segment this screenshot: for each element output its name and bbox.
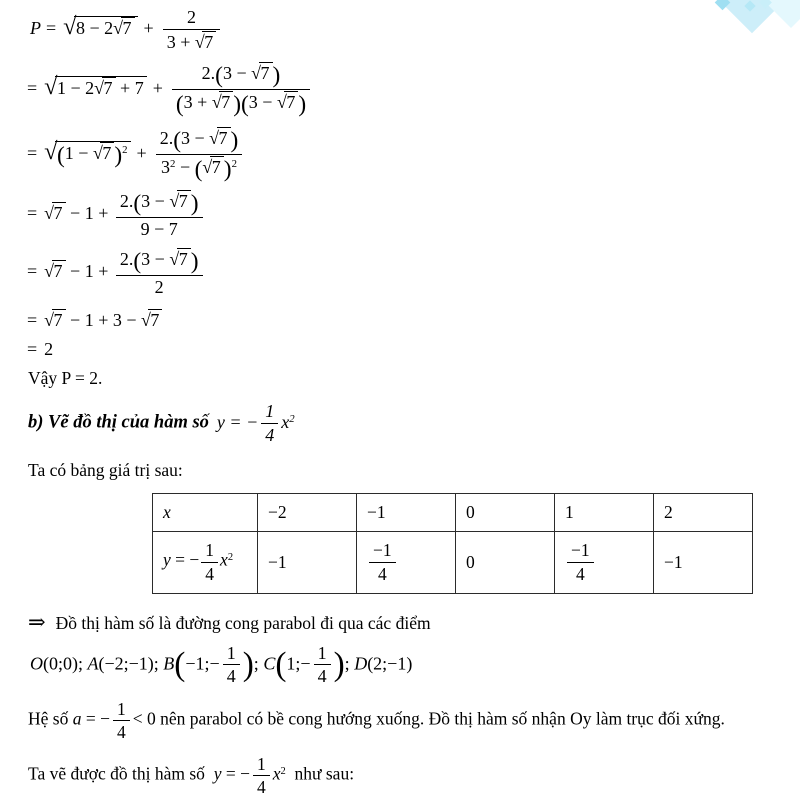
sqrt-sign: √: [211, 92, 221, 113]
math-token: 3 +: [183, 92, 212, 113]
fraction-numerator: 1: [317, 642, 327, 663]
radicand: 7: [202, 31, 216, 53]
radicand: 7: [177, 190, 191, 212]
radicand: [55, 76, 147, 99]
implies-arrow-icon: ⇒: [28, 609, 46, 634]
right-paren: ): [242, 645, 254, 683]
math-token: ;: [344, 652, 355, 673]
math-var-y: y: [216, 411, 225, 432]
fraction: [116, 190, 203, 240]
fraction-denominator: 4: [314, 664, 331, 687]
math-var-A: A: [87, 652, 99, 673]
right-paren: ): [272, 62, 281, 89]
fraction: [201, 540, 218, 583]
fraction-denominator: [163, 29, 221, 53]
sqrt-sign: √: [44, 137, 57, 165]
sqrt-sign: √: [63, 12, 76, 40]
table-cell-y-label: [153, 531, 258, 593]
equation-line-4: [22, 190, 800, 240]
math-var-x: x: [163, 501, 171, 522]
math-token: (0;0);: [43, 652, 88, 673]
fraction-numerator: 1: [256, 754, 266, 775]
fraction-denominator: 4: [223, 664, 240, 687]
left-paren: (: [275, 645, 287, 683]
radicand: [74, 16, 138, 39]
math-token: 3 −: [141, 248, 170, 269]
table-intro-text: Ta có bảng giá trị sau:: [28, 459, 183, 480]
math-var-y: y: [213, 763, 222, 784]
radicand: 7: [284, 91, 298, 113]
sqrt-radical: [202, 157, 223, 177]
math-token: 1 − 2: [57, 77, 95, 98]
equals-sign: =: [27, 142, 38, 163]
sqrt-sign: √: [94, 77, 104, 98]
math-token: −: [175, 157, 195, 178]
math-token: (2;−1): [367, 652, 413, 673]
plus-sign: +: [136, 142, 147, 163]
equals-sign: =: [225, 763, 236, 784]
math-token: ;: [253, 652, 264, 673]
sqrt-sign: √: [251, 63, 261, 84]
fraction-denominator: [156, 154, 243, 182]
fraction-numerator: [116, 190, 203, 217]
radicand: 7: [259, 62, 273, 84]
parabola-statement: [28, 610, 800, 635]
fraction-denominator: 4: [369, 562, 396, 584]
sqrt-sign: √: [202, 157, 212, 178]
fraction-numerator: [116, 248, 203, 275]
right-paren: ): [298, 91, 307, 118]
math-var-x: x: [281, 411, 290, 432]
fraction-denominator: 2: [116, 275, 203, 298]
superscript: 2: [231, 158, 237, 171]
table-row-y: [153, 531, 753, 593]
sqrt-radical: [94, 78, 115, 98]
points-line: [30, 643, 800, 687]
left-paren: (: [133, 190, 142, 217]
sqrt-sign: √: [169, 248, 179, 269]
heading-label: b) Vẽ đồ thị của hàm số: [28, 412, 209, 433]
sqrt-radical: [44, 137, 130, 169]
math-var-D: D: [354, 652, 368, 673]
left-paren: (: [215, 62, 223, 89]
text-run: Hệ số: [28, 708, 69, 729]
math-token: − 1 +: [65, 202, 113, 223]
sqrt-radical: [169, 249, 190, 269]
fraction: [113, 699, 130, 742]
fraction-denominator: 4: [567, 562, 594, 584]
radicand: 7: [102, 77, 116, 99]
sqrt-sign: √: [44, 260, 54, 281]
fraction-denominator: 9 − 7: [116, 217, 203, 240]
radicand: 7: [100, 142, 114, 164]
equation-line-5: [22, 248, 800, 298]
right-paren: ): [233, 91, 241, 118]
sqrt-sign: √: [276, 92, 286, 113]
radicand: 7: [210, 156, 224, 178]
fraction-numerator: 1: [116, 698, 126, 719]
equation-line-7: [22, 339, 800, 360]
part-b-heading: [28, 401, 800, 445]
sqrt-radical: [44, 72, 147, 100]
equals-sign: =: [27, 339, 38, 360]
fraction-numerator: 1: [265, 401, 275, 422]
math-token: 3 −: [181, 128, 210, 149]
table-cell: −2: [258, 493, 357, 531]
math-token: 3 −: [222, 63, 252, 84]
equals-sign: =: [27, 202, 38, 223]
sqrt-radical: [93, 143, 114, 163]
math-var-O: O: [30, 652, 43, 673]
radicand: 7: [121, 17, 135, 39]
statement-text: Đồ thị hàm số là đường cong parabol đi qua các điểm: [55, 612, 431, 633]
right-paren: ): [333, 645, 345, 683]
left-paren: (: [133, 248, 142, 275]
sqrt-radical: [277, 92, 298, 112]
sqrt-sign: √: [44, 310, 54, 331]
radicand: 7: [217, 127, 231, 149]
sqrt-sign: √: [169, 191, 179, 211]
equation-line-6: [22, 309, 800, 331]
left-paren: (: [241, 91, 249, 118]
table-cell: [357, 531, 456, 593]
equals-sign: =: [27, 260, 38, 281]
equals-sign: =: [175, 550, 186, 571]
math-token: 8 − 2: [76, 17, 114, 38]
sqrt-sign: √: [44, 72, 57, 100]
radicand: [55, 141, 131, 168]
table-cell: −1: [654, 531, 753, 593]
fraction-numerator: 1: [226, 642, 236, 663]
superscript: 2: [289, 412, 295, 425]
plus-sign: +: [152, 77, 163, 98]
heading-math: [216, 401, 295, 445]
table-cell: 0: [456, 493, 555, 531]
equals-sign: =: [27, 77, 38, 98]
math-token: − 1 +: [65, 260, 113, 281]
minus-sign: −: [100, 708, 110, 729]
equals-sign: =: [46, 17, 57, 38]
math-var-a: a: [72, 708, 82, 729]
sqrt-sign: √: [194, 31, 204, 52]
math-var-y: y: [163, 550, 171, 571]
sqrt-radical: [113, 18, 134, 38]
coefficient-line: [28, 699, 800, 742]
fraction-numerator: [172, 62, 310, 89]
math-token: 2.: [201, 63, 216, 84]
math-token: 2.: [159, 128, 174, 149]
left-paren: (: [175, 91, 184, 118]
equation-line-3: [22, 127, 800, 182]
fraction-numerator: −1: [571, 540, 590, 561]
fraction: [567, 540, 594, 583]
value-table: [152, 493, 753, 594]
sqrt-sign: √: [141, 310, 150, 331]
fraction-denominator: 4: [113, 720, 130, 742]
math-token: 3 +: [166, 31, 195, 52]
math-var-x: x: [220, 550, 228, 571]
math-token: 3 −: [141, 191, 170, 211]
right-paren: ): [223, 156, 232, 183]
sqrt-sign: √: [113, 17, 123, 38]
math-token: 2.: [119, 248, 134, 269]
fraction: [223, 643, 240, 687]
math-var-x: x: [272, 763, 281, 784]
radicand: 7: [219, 91, 233, 113]
table-cell: 0: [456, 531, 555, 593]
right-paren: ): [190, 190, 199, 217]
math-token: 3: [161, 157, 171, 178]
left-paren: (: [194, 156, 203, 183]
math-token: < 0: [132, 708, 156, 729]
left-paren: (: [57, 142, 65, 169]
right-paren: ): [114, 142, 123, 169]
conclusion-text: Vậy P = 2.: [28, 368, 103, 389]
radicand: 7: [52, 309, 66, 331]
table-cell: 1: [555, 493, 654, 531]
sqrt-radical: [251, 63, 272, 83]
sqrt-radical: [141, 310, 162, 330]
math-var-C: C: [263, 652, 276, 673]
math-token: −1;−: [185, 652, 220, 673]
minus-sign: −: [246, 411, 259, 432]
math-token: (−2;−1);: [98, 652, 164, 673]
sqrt-sign: √: [44, 202, 54, 223]
equation-line-2: [22, 62, 800, 117]
fraction-denominator: [172, 89, 310, 117]
radicand: 7: [177, 248, 191, 270]
equals-sign: =: [229, 411, 242, 432]
right-paren: ): [230, 127, 239, 154]
sqrt-radical: [195, 32, 216, 52]
equation-line-1: [30, 7, 800, 52]
fraction-numerator: 1: [205, 540, 215, 561]
math-token: + 7: [115, 77, 144, 98]
text-run: Ta vẽ được đồ thị hàm số: [28, 763, 205, 784]
math-token: 1 −: [64, 142, 93, 163]
math-token: − 1 + 3 −: [65, 310, 142, 331]
fraction: [156, 127, 243, 182]
table-cell: 2: [654, 493, 753, 531]
right-paren: ): [190, 248, 199, 275]
equals-sign: =: [85, 708, 96, 729]
fraction: [261, 401, 278, 445]
text-run: nên parabol có bề cong hướng xuống. Đồ thị hàm số nhận Oy làm trục đối xứng.: [160, 708, 725, 729]
sqrt-radical: [169, 191, 190, 211]
sqrt-radical: [44, 203, 65, 223]
table-cell: −1: [258, 531, 357, 593]
table-cell: −1: [357, 493, 456, 531]
sqrt-sign: √: [209, 128, 219, 149]
sqrt-sign: √: [92, 142, 102, 163]
fraction-denominator: 4: [261, 423, 278, 446]
sqrt-radical: [63, 12, 137, 40]
minus-sign: −: [240, 763, 250, 784]
fraction-numerator: [156, 127, 243, 154]
radicand: 7: [52, 202, 66, 224]
sqrt-radical: [44, 310, 65, 330]
math-token: 2.: [119, 191, 134, 211]
radicand: 7: [148, 309, 162, 331]
math-token: 1;−: [286, 652, 311, 673]
superscript: 2: [227, 552, 234, 564]
fraction-denominator: 4: [201, 562, 218, 584]
fraction: [172, 62, 310, 117]
fraction: [369, 540, 396, 583]
fraction: [163, 7, 221, 52]
math-token: 2: [44, 339, 54, 360]
sqrt-radical: [212, 92, 233, 112]
table-cell-x-label: [153, 493, 258, 531]
fraction-numerator: 2: [186, 7, 196, 27]
sqrt-radical: [209, 128, 230, 148]
fraction: [116, 248, 203, 298]
fraction-denominator: 4: [253, 775, 270, 797]
fraction: [314, 643, 331, 687]
sqrt-radical: [44, 261, 65, 281]
superscript: 2: [280, 766, 286, 778]
math-var-B: B: [163, 652, 175, 673]
left-paren: (: [173, 127, 181, 154]
radicand: 7: [52, 260, 66, 282]
equals-sign: =: [27, 310, 38, 331]
math-var-P: P: [30, 17, 41, 38]
math-token: 3 −: [248, 92, 277, 113]
text-run: như sau:: [294, 763, 355, 784]
superscript: 2: [170, 158, 176, 171]
plus-sign: +: [143, 17, 154, 38]
table-cell: [555, 531, 654, 593]
table-row-x: [153, 493, 753, 531]
left-paren: (: [174, 645, 186, 683]
fraction-numerator: −1: [373, 540, 392, 561]
superscript: 2: [122, 143, 128, 156]
minus-sign: −: [189, 550, 200, 571]
